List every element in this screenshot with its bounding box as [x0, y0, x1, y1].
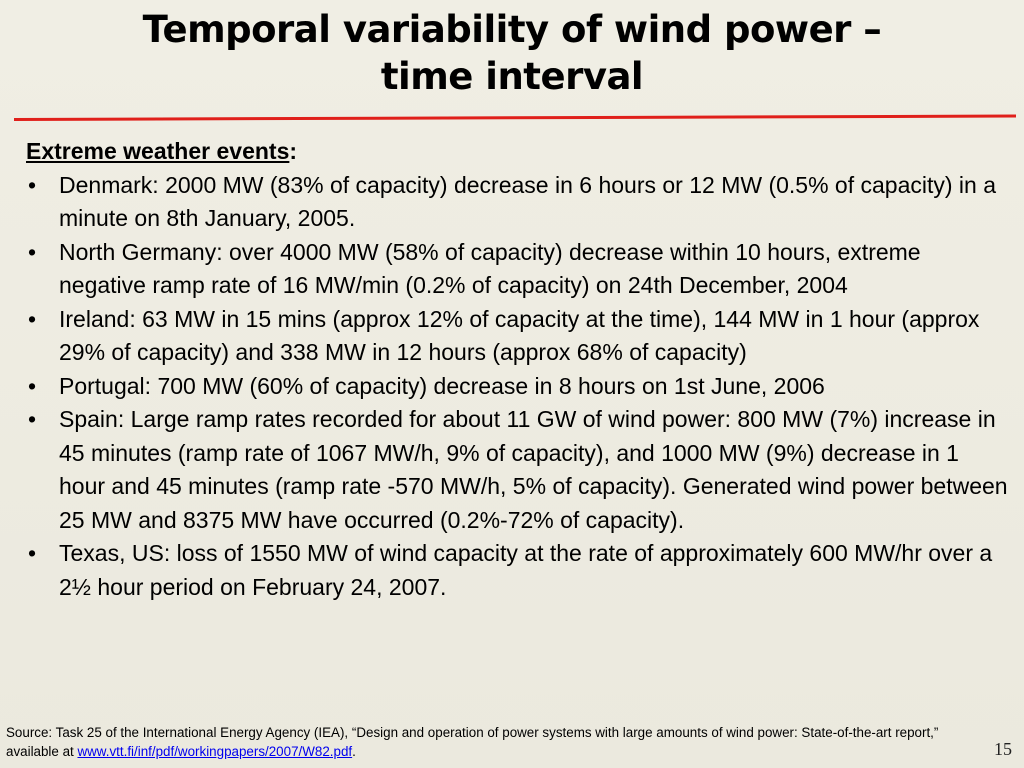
bullet-icon: • [28, 372, 37, 399]
event-list [26, 169, 1011, 605]
page-number: 15 [994, 739, 1012, 759]
title-line-1: Temporal variability of wind power – [142, 8, 882, 51]
title-underline-rule [14, 115, 1016, 121]
list-item-north-germany [26, 236, 1011, 303]
bullet-icon: • [28, 238, 37, 265]
list-item-text: Spain: Large ramp rates recorded for about 11 GW of wind power: 800 MW (7%) increase in 45 minutes (ramp rate of 1067 MW/h, 9% of capacity), and 1000 MW (9%) decrease in 1 hour and 45 minutes (ramp rate -570 MW/h, 5% of capacity). Generated wind power between 25 MW and 8375 MW have occurred (0.2%-72% of capacity). [59, 406, 1008, 533]
source-text: Source: Task 25 of the International Energy Agency (IEA), “Design and operation of power systems with large amounts of wind power: State-of-the-art report,” available at [6, 725, 939, 759]
slide-title [40, 6, 984, 100]
source-link[interactable]: www.vtt.fi/inf/pdf/workingpapers/2007/W82.pdf [77, 744, 353, 759]
slide-body [26, 135, 1011, 604]
bullet-icon: • [28, 540, 37, 566]
section-heading-text: Extreme weather events [26, 138, 290, 164]
source-citation [6, 723, 966, 761]
bullet-icon: • [28, 171, 37, 198]
bullet-icon: • [28, 305, 37, 332]
list-item-text: Texas, US: loss of 1550 MW of wind capacity at the rate of approximately 600 MW/hr over a 2½ hour period on February 24, 2007. [59, 540, 993, 600]
list-item-text: Denmark: 2000 MW (83% of capacity) decrease in 6 hours or 12 MW (0.5% of capacity) in a minute on 8th January, 2005. [59, 171, 997, 231]
list-item-denmark [26, 169, 1011, 236]
source-end: . [352, 744, 356, 759]
list-item-portugal [26, 370, 1011, 404]
section-heading-colon: : [289, 138, 298, 164]
list-item-text: Ireland: 63 MW in 15 mins (approx 12% of capacity at the time), 144 MW in 1 hour (approx 29% of capacity) and 338 MW in 12 hours (approx 68% of capacity) [59, 305, 980, 365]
section-heading [26, 135, 1011, 169]
list-item-text: Portugal: 700 MW (60% of capacity) decrease in 8 hours on 1st June, 2006 [59, 372, 825, 399]
list-item-texas [26, 537, 1011, 604]
list-item-spain [26, 403, 1011, 537]
list-item-ireland [26, 303, 1011, 370]
list-item-text: North Germany: over 4000 MW (58% of capacity) decrease within 10 hours, extreme negative ramp rate of 16 MW/min (0.2% of capacity) on 24th December, 2004 [59, 238, 921, 298]
bullet-icon: • [28, 406, 37, 432]
title-line-2: time interval [380, 55, 644, 98]
